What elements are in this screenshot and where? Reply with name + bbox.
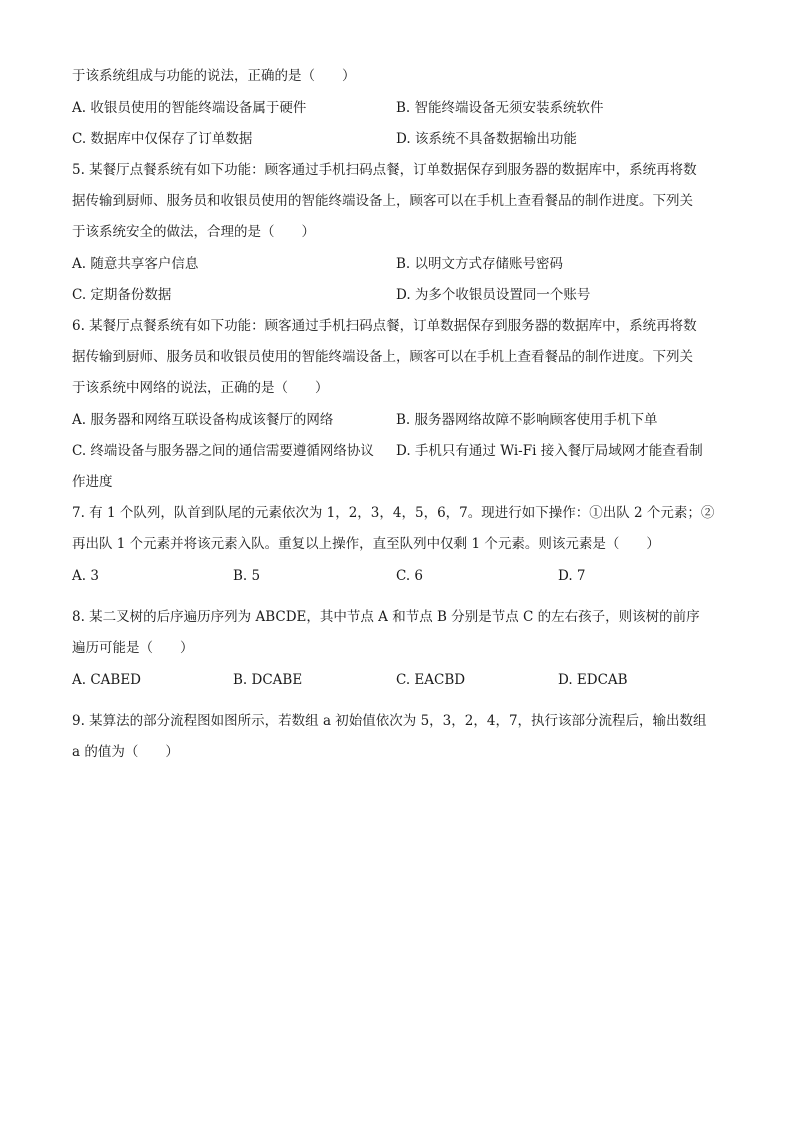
q5-option-d[interactable]: D. 为多个收银员设置同一个账号 bbox=[396, 287, 591, 303]
q4-option-d[interactable]: D. 该系统不具备数据输出功能 bbox=[396, 131, 577, 147]
q4-stem-line: 于该系统组成与功能的说法，正确的是（ ） bbox=[72, 68, 356, 84]
q8-stem-line-1: 8. 某二叉树的后序遍历序列为 ABCDE，其中节点 A 和节点 B 分别是节点 C 的左右孩子，则该树的前序 bbox=[72, 609, 700, 625]
q4-option-a[interactable]: A. 收银员使用的智能终端设备属于硬件 bbox=[72, 100, 307, 116]
q6-stem-line-3: 于该系统中网络的说法，正确的是（ ） bbox=[72, 380, 329, 396]
q6-option-c[interactable]: C. 终端设备与服务器之间的通信需要遵循网络协议 bbox=[72, 443, 374, 459]
q6-option-d-wrap: 作进度 bbox=[72, 474, 113, 490]
q5-stem-line-1: 5. 某餐厅点餐系统有如下功能：顾客通过手机扫码点餐，订单数据保存到服务器的数据库中，系统再将数 bbox=[72, 162, 697, 178]
q7-option-c[interactable]: C. 6 bbox=[396, 568, 424, 584]
q4-option-b[interactable]: B. 智能终端设备无须安装系统软件 bbox=[396, 100, 604, 116]
q7-stem-line-2: 再出队 1 个元素并将该元素入队。重复以上操作，直至队列中仅剩 1 个元素。则该元素是（ ） bbox=[72, 536, 660, 552]
q8-option-c[interactable]: C. EACBD bbox=[396, 672, 466, 688]
q7-stem-line-1: 7. 有 1 个队列，队首到队尾的元素依次为 1，2，3，4，5，6，7。现进行如下操作：①出队 2 个元素；② bbox=[72, 505, 715, 521]
q6-stem-line-2: 据传输到厨师、服务员和收银员使用的智能终端设备上，顾客可以在手机上查看餐品的制作进度。下列关 bbox=[72, 349, 693, 365]
q5-option-c[interactable]: C. 定期备份数据 bbox=[72, 287, 172, 303]
q5-stem-line-3: 于该系统安全的做法，合理的是（ ） bbox=[72, 224, 315, 240]
q6-option-a[interactable]: A. 服务器和网络互联设备构成该餐厅的网络 bbox=[72, 412, 334, 428]
q6-stem-line-1: 6. 某餐厅点餐系统有如下功能：顾客通过手机扫码点餐，订单数据保存到服务器的数据库中，系统再将数 bbox=[72, 318, 697, 334]
q7-option-b[interactable]: B. 5 bbox=[233, 568, 261, 584]
q4-option-c[interactable]: C. 数据库中仅保存了订单数据 bbox=[72, 131, 253, 147]
q7-option-a[interactable]: A. 3 bbox=[72, 568, 99, 584]
q5-option-a[interactable]: A. 随意共享客户信息 bbox=[72, 256, 199, 272]
q8-option-a[interactable]: A. CABED bbox=[72, 672, 142, 688]
q8-option-b[interactable]: B. DCABE bbox=[233, 672, 303, 688]
q8-stem-line-2: 遍历可能是（ ） bbox=[72, 640, 194, 656]
q8-option-d[interactable]: D. EDCAB bbox=[558, 672, 628, 688]
q9-stem-line-2: a 的值为（ ） bbox=[72, 744, 179, 760]
q6-option-b[interactable]: B. 服务器网络故障不影响顾客使用手机下单 bbox=[396, 412, 658, 428]
q5-stem-line-2: 据传输到厨师、服务员和收银员使用的智能终端设备上，顾客可以在手机上查看餐品的制作进度。下列关 bbox=[72, 193, 693, 209]
q9-stem-line-1: 9. 某算法的部分流程图如图所示，若数组 a 初始值依次为 5，3，2，4，7，执行该部分流程后，输出数组 bbox=[72, 713, 707, 729]
q7-option-d[interactable]: D. 7 bbox=[558, 568, 586, 584]
q6-option-d[interactable]: D. 手机只有通过 Wi-Fi 接入餐厅局域网才能查看制 bbox=[396, 443, 703, 459]
q5-option-b[interactable]: B. 以明文方式存储账号密码 bbox=[396, 256, 564, 272]
